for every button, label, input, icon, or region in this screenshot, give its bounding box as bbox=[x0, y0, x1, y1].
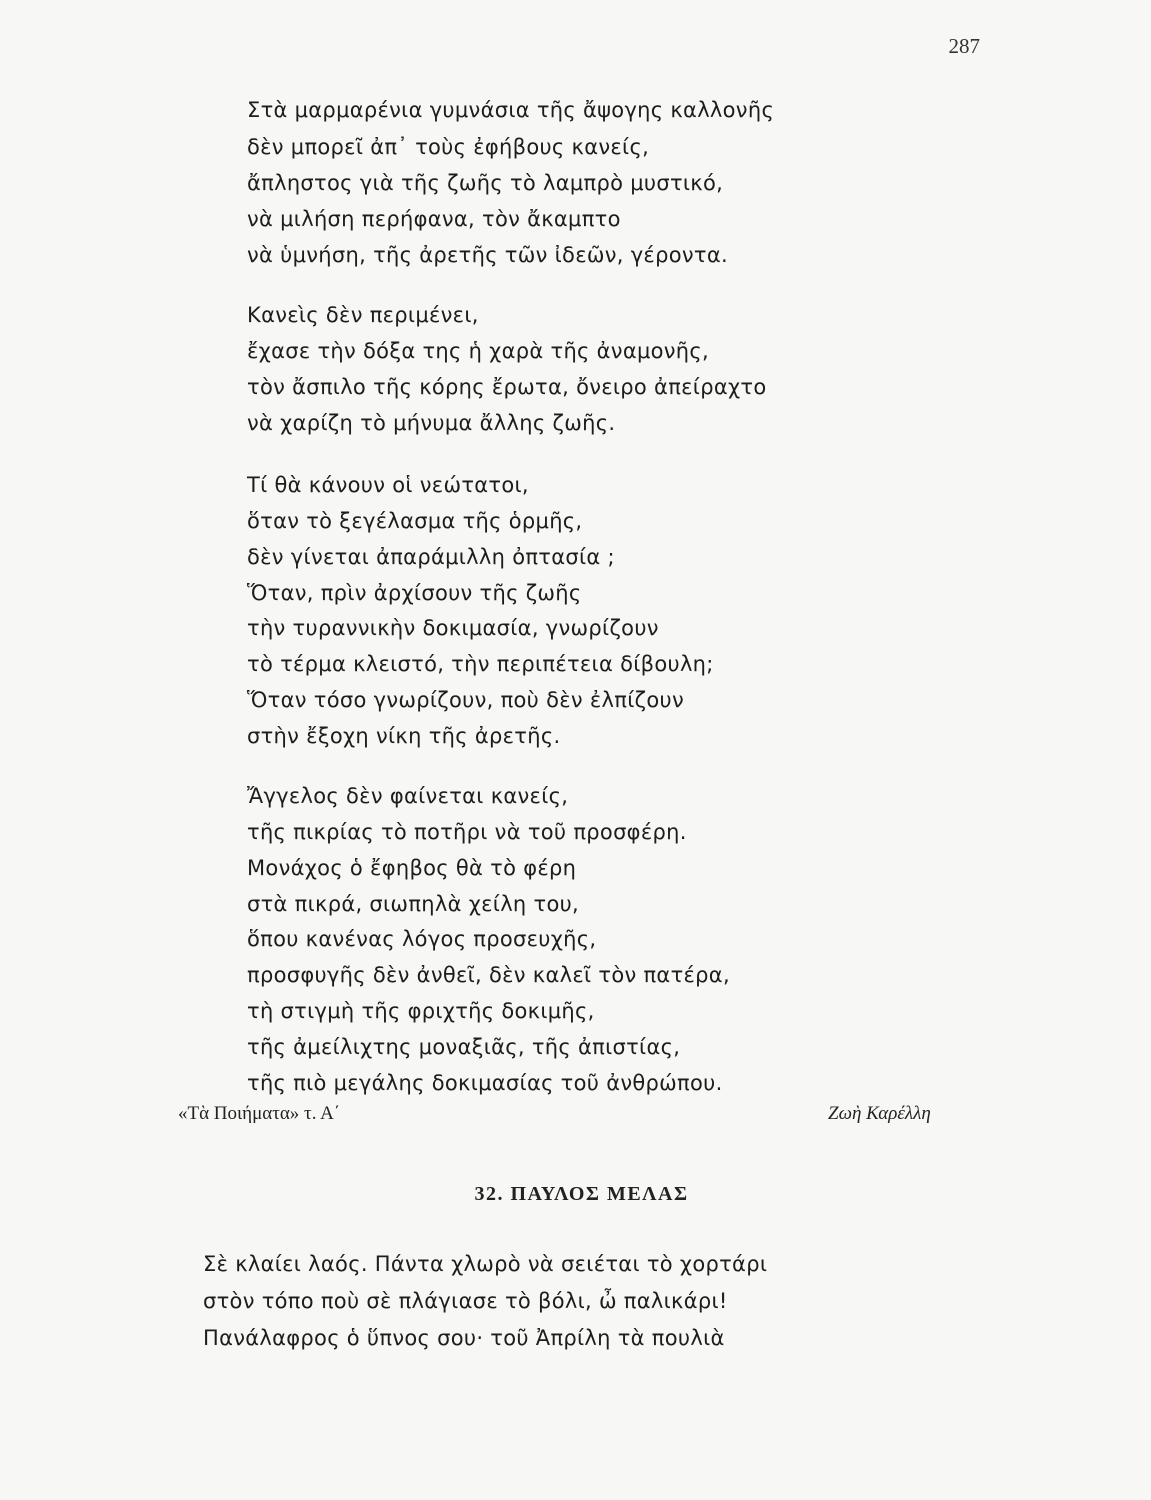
poem-line: Πανάλαφρος ὁ ὕπνος σου· τοῦ Ἀπρίλη τὰ πουλιὰ bbox=[203, 1326, 725, 1350]
poem-line: δὲν γίνεται ἀπαράμιλλη ὀπτασία ; bbox=[247, 545, 615, 569]
poem-line: τὴν τυραννικὴν δοκιμασία, γνωρίζουν bbox=[247, 616, 659, 640]
poem-line: Ἄγγελος δὲν φαίνεται κανείς, bbox=[247, 784, 569, 808]
poem-line: τῆς ἀμείλιχτης μοναξιᾶς, τῆς ἀπιστίας, bbox=[247, 1035, 681, 1059]
poem-line: δὲν μπορεῖ ἀπ᾿ τοὺς ἐφήβους κανείς, bbox=[247, 135, 650, 159]
poem-line: τῆς πιὸ μεγάλης δοκιμασίας τοῦ ἀνθρώπου. bbox=[247, 1071, 723, 1095]
poem-line: Κανεὶς δὲν περιμένει, bbox=[247, 303, 479, 327]
poem-line: στὰ πικρά, σιωπηλὰ χείλη του, bbox=[247, 892, 580, 916]
poem-source: «Τὰ Ποιήματα» τ. Α΄ bbox=[178, 1103, 341, 1124]
poem-line: Ὅταν, πρὶν ἀρχίσουν τῆς ζωῆς bbox=[247, 581, 582, 605]
poem-line: Τί θὰ κάνουν οἱ νεώτατοι, bbox=[247, 473, 529, 497]
poem-line: στὸν τόπο ποὺ σὲ πλάγιασε τὸ βόλι, ὦ παλικάρι! bbox=[203, 1289, 728, 1313]
page-number: 287 bbox=[948, 34, 980, 58]
poem-line: ὅπου κανένας λόγος προσευχῆς, bbox=[247, 927, 597, 951]
poem-line: ἄπληστος γιὰ τῆς ζωῆς τὸ λαμπρὸ μυστικό, bbox=[247, 171, 724, 195]
poem-line: νὰ χαρίζη τὸ μήνυμα ἄλλης ζωῆς. bbox=[247, 411, 616, 435]
poem-line: νὰ ὑμνήση, τῆς ἀρετῆς τῶν ἰδεῶν, γέροντα. bbox=[247, 243, 728, 267]
poem-line: Σὲ κλαίει λαός. Πάντα χλωρὸ νὰ σειέται τὸ χορτάρι bbox=[203, 1252, 768, 1276]
poem-line: τὸ τέρμα κλειστό, τὴν περιπέτεια δίβουλη; bbox=[247, 652, 714, 676]
poem-line: Μονάχος ὁ ἔφηβος θὰ τὸ φέρη bbox=[247, 856, 577, 880]
poem-line: τὴ στιγμὴ τῆς φριχτῆς δοκιμῆς, bbox=[247, 999, 595, 1023]
poem-line: ὅταν τὸ ξεγέλασμα τῆς ὁρμῆς, bbox=[247, 509, 583, 533]
poem-line: ἔχασε τὴν δόξα της ἡ χαρὰ τῆς ἀναμονῆς, bbox=[247, 339, 710, 363]
poem-line: Στὰ μαρμαρένια γυμνάσια τῆς ἄψογης καλλονῆς bbox=[247, 98, 775, 122]
poem-line: τὸν ἄσπιλο τῆς κόρης ἔρωτα, ὄνειρο ἀπείραχτο bbox=[247, 375, 767, 399]
poem-line: στὴν ἔξοχη νίκη τῆς ἀρετῆς. bbox=[247, 724, 561, 748]
poem-line: Ὅταν τόσο γνωρίζουν, ποὺ δὲν ἐλπίζουν bbox=[247, 688, 684, 712]
poem-line: προσφυγῆς δὲν ἀνθεῖ, δὲν καλεῖ τὸν πατέρα, bbox=[247, 963, 730, 987]
poem-author: Ζωὴ Καρέλλη bbox=[828, 1103, 931, 1124]
poem-line: νὰ μιλήση περήφανα, τὸν ἄκαμπτο bbox=[247, 207, 621, 231]
poem-line: τῆς πικρίας τὸ ποτῆρι νὰ τοῦ προσφέρη. bbox=[247, 820, 687, 844]
section-title: 32. ΠΑΥΛΟΣ ΜΕΛΑΣ bbox=[474, 1183, 689, 1205]
